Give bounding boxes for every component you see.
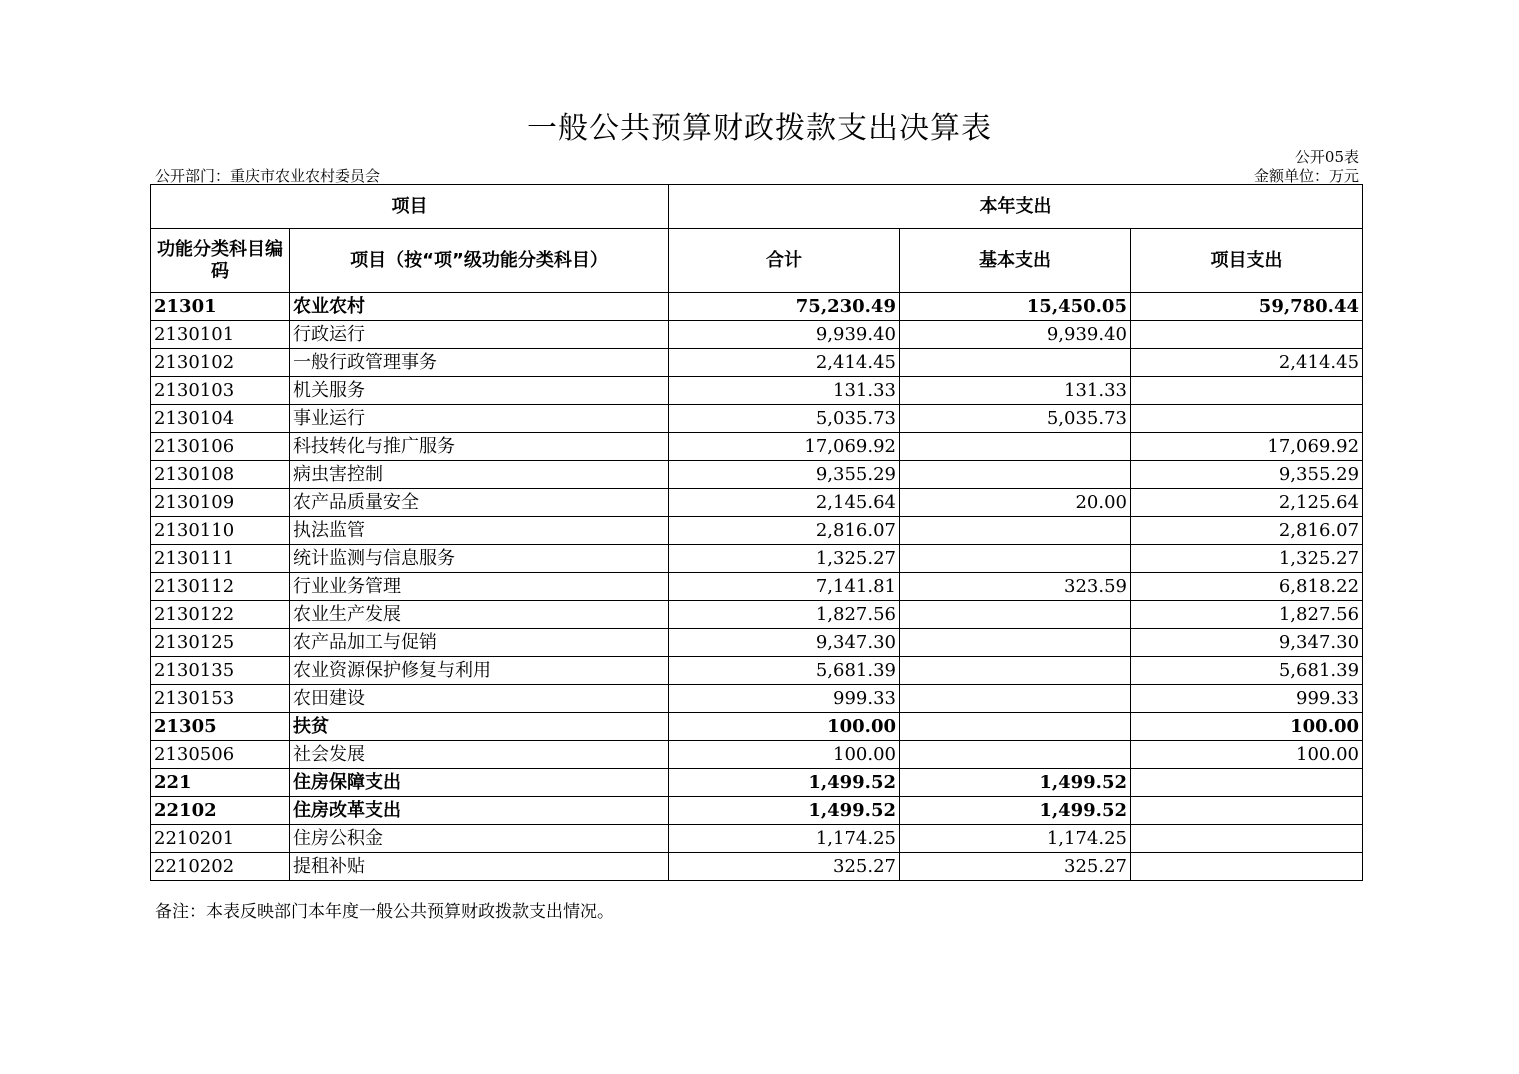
cell-project: 2,125.64	[1131, 489, 1363, 517]
cell-code: 2130112	[151, 573, 290, 601]
cell-item-name: 住房改革支出	[290, 797, 669, 825]
cell-basic: 20.00	[900, 489, 1131, 517]
cell-code: 2130153	[151, 685, 290, 713]
cell-item-name: 统计监测与信息服务	[290, 545, 669, 573]
cell-total: 17,069.92	[669, 433, 900, 461]
cell-code: 2130109	[151, 489, 290, 517]
cell-total: 5,035.73	[669, 405, 900, 433]
cell-code: 2130110	[151, 517, 290, 545]
cell-total: 9,347.30	[669, 629, 900, 657]
cell-code: 2130122	[151, 601, 290, 629]
cell-code: 2130506	[151, 741, 290, 769]
cell-code: 21305	[151, 713, 290, 741]
cell-total: 1,499.52	[669, 769, 900, 797]
table-row	[151, 405, 1363, 433]
cell-basic: 323.59	[900, 573, 1131, 601]
table-row	[151, 321, 1363, 349]
footnote: 备注：本表反映部门本年度一般公共预算财政拨款支出情况。	[155, 902, 614, 922]
cell-item-name: 农业农村	[290, 293, 669, 321]
cell-code: 2130108	[151, 461, 290, 489]
table-row	[151, 657, 1363, 685]
cell-basic	[900, 461, 1131, 489]
cell-item-name: 提租补贴	[290, 853, 669, 881]
table-row	[151, 489, 1363, 517]
table-body	[151, 293, 1363, 881]
header-basic: 基本支出	[900, 229, 1131, 293]
cell-total: 2,816.07	[669, 517, 900, 545]
cell-item-name: 行业业务管理	[290, 573, 669, 601]
cell-basic	[900, 433, 1131, 461]
cell-project: 999.33	[1131, 685, 1363, 713]
table-row	[151, 433, 1363, 461]
table-row	[151, 461, 1363, 489]
cell-project	[1131, 769, 1363, 797]
cell-basic	[900, 517, 1131, 545]
cell-code: 22102	[151, 797, 290, 825]
cell-item-name: 执法监管	[290, 517, 669, 545]
cell-project: 5,681.39	[1131, 657, 1363, 685]
cell-item-name: 一般行政管理事务	[290, 349, 669, 377]
cell-basic	[900, 601, 1131, 629]
header-total: 合计	[669, 229, 900, 293]
cell-code: 2210202	[151, 853, 290, 881]
table-row	[151, 853, 1363, 881]
cell-basic: 15,450.05	[900, 293, 1131, 321]
cell-total: 75,230.49	[669, 293, 900, 321]
cell-total: 9,355.29	[669, 461, 900, 489]
cell-basic	[900, 545, 1131, 573]
cell-code: 221	[151, 769, 290, 797]
cell-total: 7,141.81	[669, 573, 900, 601]
cell-basic	[900, 629, 1131, 657]
cell-code: 2130102	[151, 349, 290, 377]
cell-total: 1,174.25	[669, 825, 900, 853]
header-code: 功能分类科目编码	[151, 229, 290, 293]
cell-item-name: 农产品加工与促销	[290, 629, 669, 657]
table-row	[151, 545, 1363, 573]
cell-item-name: 扶贫	[290, 713, 669, 741]
cell-item-name: 行政运行	[290, 321, 669, 349]
cell-total: 2,414.45	[669, 349, 900, 377]
cell-basic: 1,174.25	[900, 825, 1131, 853]
cell-project: 9,355.29	[1131, 461, 1363, 489]
cell-code: 2130101	[151, 321, 290, 349]
cell-code: 2130135	[151, 657, 290, 685]
cell-project	[1131, 853, 1363, 881]
cell-basic: 1,499.52	[900, 797, 1131, 825]
cell-total: 9,939.40	[669, 321, 900, 349]
cell-total: 100.00	[669, 713, 900, 741]
cell-code: 2130111	[151, 545, 290, 573]
cell-basic	[900, 713, 1131, 741]
table-row	[151, 741, 1363, 769]
cell-total: 1,325.27	[669, 545, 900, 573]
cell-project: 9,347.30	[1131, 629, 1363, 657]
cell-item-name: 住房公积金	[290, 825, 669, 853]
cell-total: 131.33	[669, 377, 900, 405]
table-row	[151, 797, 1363, 825]
header-current-year: 本年支出	[669, 185, 1363, 229]
cell-total: 1,499.52	[669, 797, 900, 825]
table-number: 公开05表	[1294, 148, 1359, 166]
cell-item-name: 科技转化与推广服务	[290, 433, 669, 461]
cell-total: 100.00	[669, 741, 900, 769]
cell-basic: 5,035.73	[900, 405, 1131, 433]
cell-item-name: 事业运行	[290, 405, 669, 433]
cell-basic	[900, 685, 1131, 713]
table-row	[151, 629, 1363, 657]
table-row	[151, 713, 1363, 741]
cell-project	[1131, 797, 1363, 825]
cell-project	[1131, 405, 1363, 433]
cell-total: 1,827.56	[669, 601, 900, 629]
cell-project: 2,816.07	[1131, 517, 1363, 545]
cell-total: 999.33	[669, 685, 900, 713]
cell-project: 1,325.27	[1131, 545, 1363, 573]
cell-item-name: 农田建设	[290, 685, 669, 713]
cell-code: 21301	[151, 293, 290, 321]
cell-code: 2130125	[151, 629, 290, 657]
cell-project: 100.00	[1131, 741, 1363, 769]
cell-total: 2,145.64	[669, 489, 900, 517]
cell-project: 6,818.22	[1131, 573, 1363, 601]
header-project: 项目	[151, 185, 669, 229]
cell-item-name: 住房保障支出	[290, 769, 669, 797]
cell-total: 5,681.39	[669, 657, 900, 685]
cell-code: 2130104	[151, 405, 290, 433]
table-row	[151, 601, 1363, 629]
table-row	[151, 769, 1363, 797]
cell-basic: 131.33	[900, 377, 1131, 405]
cell-basic: 325.27	[900, 853, 1131, 881]
department-label: 公开部门：重庆市农业农村委员会	[155, 167, 381, 185]
cell-item-name: 机关服务	[290, 377, 669, 405]
cell-basic: 1,499.52	[900, 769, 1131, 797]
cell-project	[1131, 377, 1363, 405]
cell-project: 100.00	[1131, 713, 1363, 741]
cell-project	[1131, 825, 1363, 853]
table-row	[151, 573, 1363, 601]
cell-project: 2,414.45	[1131, 349, 1363, 377]
header-row-2	[151, 229, 1363, 293]
cell-code: 2210201	[151, 825, 290, 853]
cell-project: 59,780.44	[1131, 293, 1363, 321]
cell-basic	[900, 657, 1131, 685]
header-row-1	[151, 185, 1363, 229]
cell-total: 325.27	[669, 853, 900, 881]
cell-project: 1,827.56	[1131, 601, 1363, 629]
table-row	[151, 349, 1363, 377]
header-project-exp: 项目支出	[1131, 229, 1363, 293]
cell-project: 17,069.92	[1131, 433, 1363, 461]
unit-label: 金额单位：万元	[1253, 167, 1359, 185]
cell-basic	[900, 349, 1131, 377]
header-item: 项目（按“项”级功能分类科目）	[290, 229, 669, 293]
table-row	[151, 377, 1363, 405]
cell-item-name: 农产品质量安全	[290, 489, 669, 517]
cell-project	[1131, 321, 1363, 349]
cell-item-name: 农业资源保护修复与利用	[290, 657, 669, 685]
cell-code: 2130106	[151, 433, 290, 461]
expenditure-table	[150, 184, 1363, 881]
table-row	[151, 293, 1363, 321]
cell-code: 2130103	[151, 377, 290, 405]
cell-basic: 9,939.40	[900, 321, 1131, 349]
cell-basic	[900, 741, 1131, 769]
table-row	[151, 825, 1363, 853]
table-row	[151, 685, 1363, 713]
cell-item-name: 社会发展	[290, 741, 669, 769]
table-row	[151, 517, 1363, 545]
cell-item-name: 病虫害控制	[290, 461, 669, 489]
page-title: 一般公共预算财政拨款支出决算表	[527, 111, 992, 146]
cell-item-name: 农业生产发展	[290, 601, 669, 629]
